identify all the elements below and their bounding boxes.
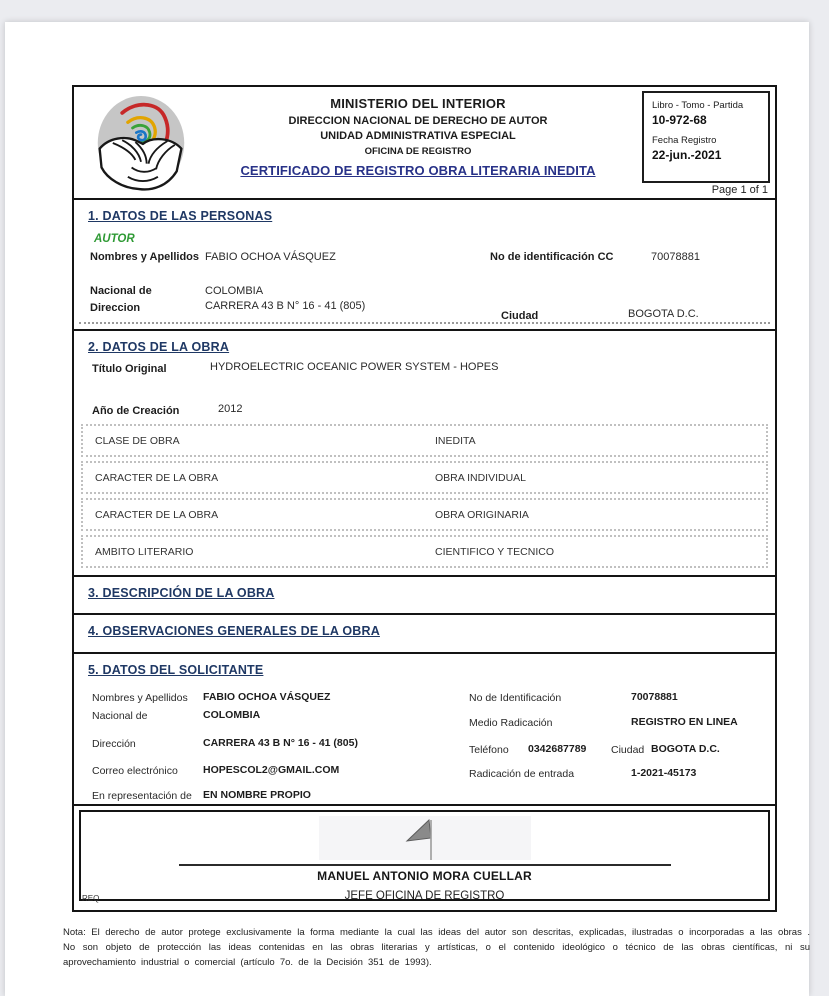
- s1-nombres-label: Nombres y Apellidos: [90, 251, 200, 263]
- certificate-frame: [72, 85, 777, 912]
- section2-title: 2. DATOS DE LA OBRA: [88, 340, 230, 354]
- registrar-role: JEFE OFICINA DE REGISTRO: [344, 890, 505, 902]
- signature-mark-icon: [319, 816, 531, 860]
- signature-box: [79, 810, 770, 901]
- legal-note: Nota: El derecho de autor protege exclusivamente la forma mediante la cual las ideas del autor son descritas, explicadas, ilustradas o incorporadas a las obras . No son objeto de protección las ideas contenidas en las obras literarias y artísticas, o el contenido ideológico o técnico de las obras científicas, ni su aprovechamiento industrial o comercial (artículo 7o. de la Decisión 351 de 1993).: [63, 927, 810, 969]
- s5-direccion-label: Dirección: [92, 738, 136, 750]
- s5-telefono-value: 0342687789: [528, 743, 587, 755]
- s5-nacional-value: COLOMBIA: [203, 709, 261, 721]
- obra-attribute-row: [81, 461, 768, 494]
- s1-ciudad-value: BOGOTA D.C.: [628, 308, 699, 320]
- clase-de-obra-value: INEDITA: [435, 435, 476, 447]
- s5-nacional-label: Nacional de: [92, 710, 148, 722]
- section-datos-obra: [74, 331, 775, 577]
- obra-attribute-row: [81, 424, 768, 457]
- section5-title: 5. DATOS DEL SOLICITANTE: [88, 663, 264, 677]
- s2-anio-value: 2012: [218, 403, 243, 415]
- s5-nombres-value: FABIO OCHOA VÁSQUEZ: [203, 691, 331, 703]
- s1-direccion-value: CARRERA 43 B N° 16 - 41 (805): [205, 300, 366, 312]
- s5-medio-label: Medio Radicación: [469, 717, 553, 729]
- s1-nacional-value: COLOMBIA: [205, 285, 264, 297]
- s2-titulo-label: Título Original: [92, 363, 167, 375]
- signature-section: [74, 806, 775, 908]
- s5-medio-value: REGISTRO EN LINEA: [631, 716, 738, 728]
- ministry-title: MINISTERIO DEL INTERIOR: [330, 96, 506, 111]
- s2-anio-label: Año de Creación: [92, 405, 180, 417]
- caracter-obra-label-1: CARACTER DE LA OBRA: [95, 472, 219, 484]
- caracter-obra-value-2: OBRA ORIGINARIA: [435, 509, 529, 521]
- libro-tomo-partida-value: 10-972-68: [652, 113, 707, 127]
- s5-telefono-label: Teléfono: [469, 744, 509, 756]
- signature-line: [179, 864, 671, 866]
- section-datos-solicitante: [74, 654, 775, 806]
- certificate-title: CERTIFICADO DE REGISTRO OBRA LITERARIA INEDITA: [240, 163, 596, 178]
- fecha-registro-label: Fecha Registro: [652, 135, 717, 146]
- s5-nombres-label: Nombres y Apellidos: [92, 692, 188, 704]
- section-observaciones-obra: [74, 615, 775, 654]
- direction-title: DIRECCION NACIONAL DE DERECHO DE AUTOR: [288, 115, 548, 127]
- s1-direccion-label: Direccion: [90, 302, 141, 314]
- header-titles: [192, 96, 644, 178]
- s1-ciudad-label: Ciudad: [501, 310, 539, 322]
- autor-tag: AUTOR: [94, 233, 135, 245]
- section-descripcion-obra: [74, 577, 775, 615]
- section-datos-personas: [74, 200, 775, 331]
- s1-id-value: 70078881: [651, 251, 700, 263]
- ambito-literario-value: CIENTIFICO Y TECNICO: [435, 546, 555, 558]
- libro-tomo-partida-label: Libro - Tomo - Partida: [652, 100, 744, 111]
- s5-ciudad-label: Ciudad: [611, 744, 645, 756]
- section1-title: 1. DATOS DE LAS PERSONAS: [88, 209, 273, 223]
- s5-representacion-label: En representación de: [92, 790, 192, 802]
- s1-nombres-value: FABIO OCHOA VÁSQUEZ: [205, 251, 336, 263]
- obra-attribute-row: [81, 498, 768, 531]
- s2-titulo-value: HYDROELECTRIC OCEANIC POWER SYSTEM - HOPES: [210, 361, 499, 373]
- certificate-header: [74, 87, 775, 200]
- s5-id-label: No de Identificación: [469, 692, 562, 704]
- s5-correo-label: Correo electrónico: [92, 765, 178, 777]
- registrar-name: MANUEL ANTONIO MORA CUELLAR: [317, 869, 532, 883]
- s5-representacion-value: EN NOMBRE PROPIO: [203, 789, 311, 801]
- caracter-obra-value-1: OBRA INDIVIDUAL: [435, 472, 527, 484]
- dnda-logo-graphic: [94, 94, 188, 192]
- fecha-registro-value: 22-jun.-2021: [652, 148, 722, 162]
- signature-image: [319, 816, 531, 860]
- dotted-separator: [79, 322, 770, 324]
- req-corner-text: REQ: [82, 894, 100, 903]
- caracter-obra-label-2: CARACTER DE LA OBRA: [95, 509, 219, 521]
- s1-id-label: No de identificación CC: [490, 251, 614, 263]
- office-title: OFICINA DE REGISTRO: [364, 146, 472, 157]
- s5-id-value: 70078881: [631, 691, 678, 703]
- s5-correo-value: HOPESCOL2@GMAIL.COM: [203, 764, 340, 776]
- s5-radicacion-label: Radicación de entrada: [469, 768, 575, 780]
- document-page: [5, 22, 809, 996]
- registry-info-box: [642, 91, 770, 183]
- unit-title: UNIDAD ADMINISTRATIVA ESPECIAL: [320, 130, 516, 142]
- s5-ciudad-value: BOGOTA D.C.: [651, 743, 720, 755]
- section4-title: 4. OBSERVACIONES GENERALES DE LA OBRA: [88, 624, 380, 638]
- ambito-literario-label: AMBITO LITERARIO: [95, 546, 194, 558]
- s5-radicacion-value: 1-2021-45173: [631, 767, 697, 779]
- section3-title: 3. DESCRIPCIÓN DE LA OBRA: [88, 586, 275, 600]
- obra-attribute-row: [81, 535, 768, 568]
- page-indicator: Page 1 of 1: [711, 184, 768, 196]
- dnda-logo: [94, 94, 188, 192]
- clase-de-obra-label: CLASE DE OBRA: [95, 435, 180, 447]
- s1-nacional-label: Nacional de: [90, 285, 152, 297]
- s5-direccion-value: CARRERA 43 B N° 16 - 41 (805): [203, 737, 358, 749]
